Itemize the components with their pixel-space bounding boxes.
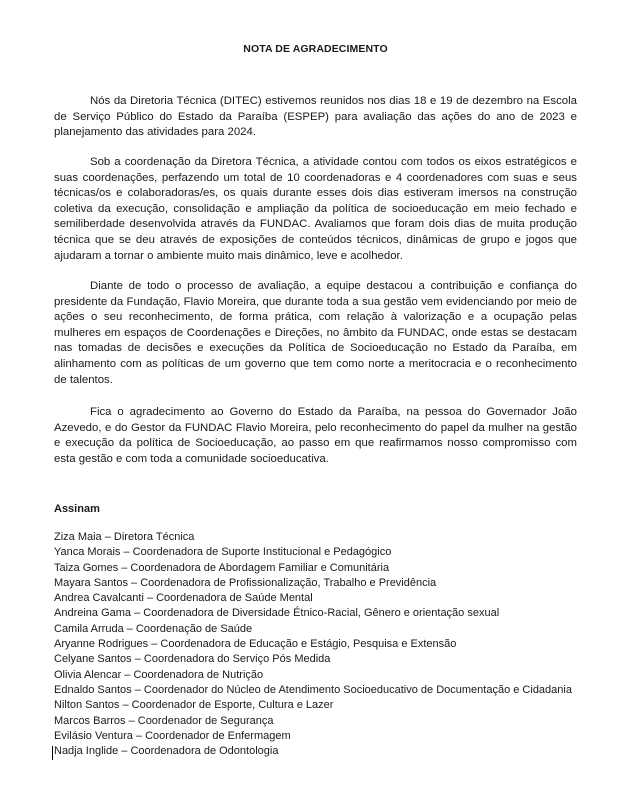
signatory-item: Evilásio Ventura – Coordenador de Enfermagem	[54, 729, 291, 742]
signatory-item: Mayara Santos – Coordenadora de Profissionalização, Trabalho e Previdência	[54, 576, 437, 589]
signatory-item: Andreina Gama – Coordenadora de Diversidade Étnico-Racial, Gênero e orientação sexual	[54, 607, 500, 620]
signatory-item: Ednaldo Santos – Coordenador do Núcleo de Atendimento Socioeducativo de Documentação e Cidadania	[54, 683, 572, 696]
signatory-item: Marcos Barros – Coordenador de Segurança	[54, 714, 274, 727]
signatory-item: Nilton Santos – Coordenador de Esporte, Cultura e Lazer	[54, 699, 334, 712]
text-cursor	[52, 746, 53, 760]
signatory-item: Celyane Santos – Coordenadora do Serviço Pós Medida	[54, 653, 331, 666]
signatory-item: Nadja Inglide – Coordenadora de Odontologia	[54, 745, 279, 758]
signatory-item: Olivia Alencar – Coordenadora de Nutrição	[54, 668, 264, 681]
document-title: NOTA DE AGRADECIMENTO	[243, 43, 388, 55]
signatory-item: Aryanne Rodrigues – Coordenadora de Educação e Estágio, Pesquisa e Extensão	[54, 638, 457, 651]
signatory-item: Andrea Cavalcanti – Coordenadora de Saúde Mental	[54, 592, 313, 605]
paragraph-evaluation: Diante de todo o processo de avaliação, a equipe destacou a contribuição e confiança do presidente da Fundação, Flavio Moreira, que durante toda a sua gestão vem evidenciando por meio de ações o seu reconhecimento, de forma prática, com relação à valorização e a ocupação pelas mulheres em espaços de Coordenações e Direções, no âmbito da FUNDAC, onde estas se destacam nas tomadas de decisões e execuções da Política de Socioeducação no Estado da Paraíba, em alinhamento com as políticas de um governo que tem como norte a meritocracia e o reconhecimento de talentos.	[54, 280, 577, 386]
signatory-item: Yanca Morais – Coordenadora de Suporte Institucional e Pedagógico	[54, 546, 392, 559]
paragraph-intro: Nós da Diretoria Técnica (DITEC) estivemos reunidos nos dias 18 e 19 de dezembro na Escola de Serviço Público do Estado da Paraíba (ESPEP) para avaliação das ações do ano de 2023 e planejamento das atividades para 2024.	[54, 95, 577, 139]
signatures-heading: Assinam	[54, 503, 100, 515]
signatory-item: Camila Arruda – Coordenação de Saúde	[54, 622, 253, 635]
paragraph-coordination: Sob a coordenação da Diretora Técnica, a atividade contou com todos os eixos estratégicos e suas coordenações, perfazendo um total de 10 coordenadoras e 4 coordenadores com suas e seus técnicas/os e colaboradoras/es, os quais durante esses dois dias estiveram imersos na construção coletiva da execução, consolidação e ampliação da política de socioeducação em meio fechado e semiliberdade desenvolvida através da FUNDAC. Avaliamos que foram dois dias de muita produção técnica que se deu através de exposições de conteúdos técnicos, dinâmicas de grupo e jogos que ajudaram a tornar o ambiente muito mais dinâmico, leve e acolhedor.	[54, 156, 577, 262]
signatories-list	[54, 530, 577, 759]
signatory-item: Ziza Maia – Diretora Técnica	[54, 531, 195, 543]
paragraph-acknowledgement: Fica o agradecimento ao Governo do Estado da Paraíba, na pessoa do Governador João Azevedo, e do Gestor da FUNDAC Flavio Moreira, pelo reconhecimento do papel da mulher na gestão e execução da política de Socioeducação, ao passo em que reafirmamos nosso compromisso com esta gestão e com toda a comunidade socioeducativa.	[54, 406, 577, 465]
signatory-item: Taiza Gomes – Coordenadora de Abordagem Familiar e Comunitária	[54, 561, 390, 574]
